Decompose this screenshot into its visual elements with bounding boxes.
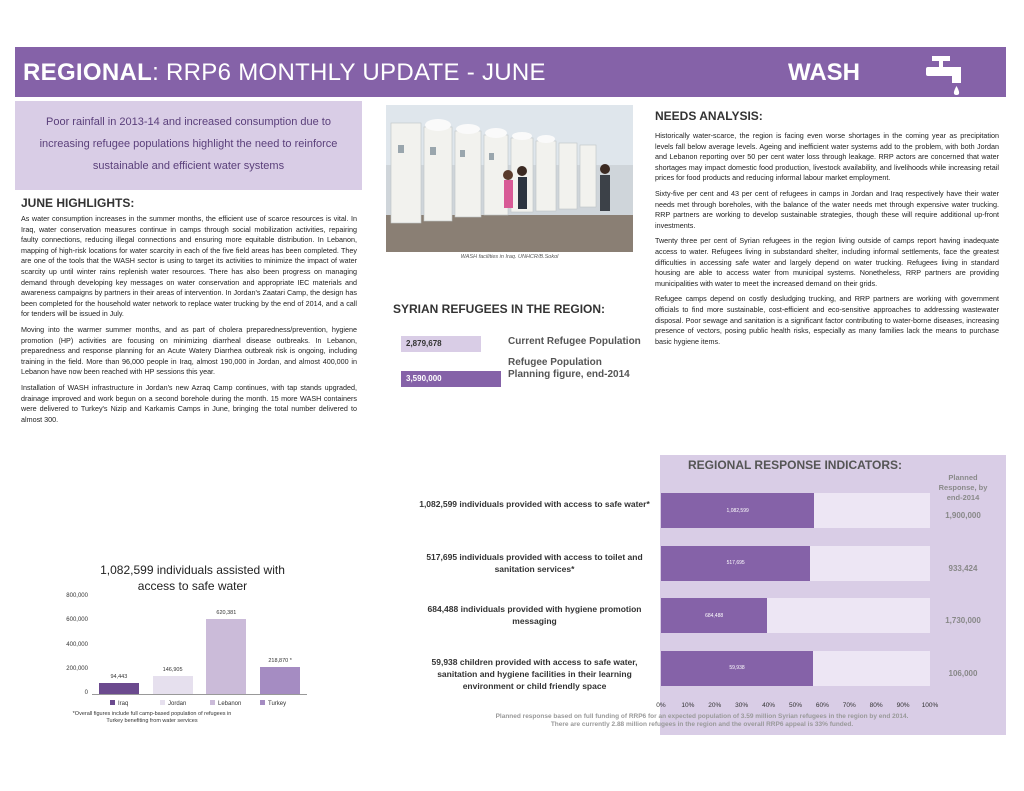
indicator-planned-values [930, 490, 996, 700]
bar-value-label: 218,870 * [268, 658, 292, 665]
indicator-bars [661, 490, 930, 700]
needs-paragraph: Historically water-scarce, the region is facing even worse shortages in the coming year as precipitation levels fall below average levels. Ageing and inefficient water systems add to the problem, with both Jordan and Lebanon reporting over 50 per cent water loss through leakage. RRP actors are concerned that water shortages may impact domestic food production, livestock availability, and livelihoods while increasing retail prices for food products and reducing informal labour market employment. [655, 131, 999, 183]
percent-tick-label: 90% [896, 702, 910, 709]
water-by-country-chart [92, 597, 307, 694]
percent-tick-label: 0% [656, 702, 666, 709]
intro-box [15, 101, 362, 190]
percent-tick-label: 50% [788, 702, 802, 709]
current-population-bar [401, 336, 481, 352]
wash-facilities-photo [386, 105, 633, 252]
percent-tick-label: 70% [842, 702, 856, 709]
indicator-value-label: 684,488 [705, 612, 724, 619]
chart-legend [110, 700, 310, 710]
highlights-paragraph: Moving into the warmer summer months, and as part of cholera preparedness/prevention, hygiene promotion (HP) activities are focusing on minimizing diarrheal disease outbreaks. In Lebanon, preparedness and response planning for an Acute Watery Diarrhea outbreak risk is ongoing, including training in the field. More than 96,000 people in Iraq, almost 190,000 in Jordan, and almost 400,000 in Lebanon have now been reached with HP sessions this year. [21, 324, 357, 377]
bar-turkey [260, 667, 300, 694]
current-population-label: Current Refugee Population [508, 336, 641, 347]
indicator-value-label: 1,082,599 [726, 507, 749, 514]
percent-tick-label: 30% [735, 702, 749, 709]
legend-label: Jordan [168, 701, 187, 707]
y-tick-label: 600,000 [66, 617, 88, 624]
needs-paragraph: Refugee camps depend on costly desludging trucking, and RRP partners are working with government officials to find more sustainable, cost-efficient and eco-sensitive approaches to addressing wastewater disposal. Poor sewage and sanitation is a significant factor contributing to water-borne diseases, increasing presence of vectors, posing public health risks, especially as many families lack the means to purchase basic hygiene items. [655, 294, 999, 346]
legend-swatch [110, 700, 115, 705]
needs-body [655, 131, 999, 352]
planning-figure-bar [401, 371, 501, 387]
planned-heading: Planned Response, by end-2014 [938, 473, 988, 502]
legend-swatch [260, 700, 265, 705]
needs-paragraph: Twenty three per cent of Syrian refugees in the region living outside of camps report having inadequate access to water. Refugees living in substandard shelter, including informal settlements, face the greatest difficulties in accessing safe water and largely depend on water trucking. Refugees living in standard housing are able to access water from municipal systems. Nonetheless, RRP partners are providing municipalities with water to meet the increased demand on their grids. [655, 236, 999, 288]
planning-figure-label: Refugee Population Planning figure, end-2014 [508, 357, 630, 380]
indicator-labels [412, 490, 657, 700]
intro-text: Poor rainfall in 2013-14 and increased consumption due to increasing refugee populations highlight the need to reinforce sustainable and efficient water systems [39, 116, 338, 172]
bar-value-label: 620,381 [216, 609, 237, 616]
photo-caption: WASH facilities in Iraq. UNHCR/B.Sokol [460, 254, 559, 260]
indicator-label: 517,695 individuals provided with access to toilet and sanitation services* [426, 551, 643, 574]
report-title: REGIONAL: RRP6 MONTHLY UPDATE - JUNE [23, 59, 546, 86]
bar-value-label: 94,443 [110, 673, 128, 680]
footnote-line-1: Planned response based on full funding of RRP6 for an expected population of 3.59 million Syrian refugees in the region by end 2014. [495, 713, 909, 720]
percent-tick-label: 20% [708, 702, 722, 709]
indicator-label: 1,082,599 individuals provided with access to safe water* [419, 499, 650, 509]
legend-item [110, 700, 128, 707]
y-tick-label: 400,000 [66, 641, 88, 648]
legend-item [260, 700, 286, 707]
needs-paragraph: Sixty-five per cent and 43 per cent of refugees in camps in Jordan and Iraq respectively have their water needs met through boreholes, with the balance of the water needs met through expensive water trucking. RRP partners are working to develop sustainable strategies, though these will require additional up-front investments. [655, 188, 999, 230]
indicator-label: 684,488 individuals provided with hygiene promotion messaging [427, 604, 642, 626]
bar-iraq [99, 683, 139, 694]
indicators-heading: REGIONAL RESPONSE INDICATORS: [687, 458, 903, 472]
needs-heading: NEEDS ANALYSIS: [655, 109, 763, 123]
percent-axis [646, 702, 946, 712]
bar-value-label: 146,905 [162, 667, 183, 674]
legend-item [210, 700, 241, 707]
indicator-label: 59,938 children provided with access to safe water, sanitation and hygiene facilities in their learning environment or child friendly space [431, 656, 638, 691]
legend-label: Turkey [268, 701, 287, 707]
highlights-paragraph: As water consumption increases in the summer months, the efficient use of scarce resources is vital. In Iraq, water conservation measures continue in camps through social mobilization activities, repairing faulty connections, reducing illegal connections and ensuring more equitable distribution. In Lebanon, mapping of high-risk locations for water scarcity in each of the five field areas has been completed. They are one of the tools that the WASH sector is using to target its activities to minimize the impact of water scarcity up until winter rains replenish water resources. There has also been progress on managing demand through developing key messages on water conservation and appropriate IEC materials and awareness campaigns by partners in their areas of intervention. In Jordan's Zaatari Camp, the design has been completed for the household water network to replace water trucking by the end of 2014, and a call for tenders will be issued in July. [21, 214, 357, 319]
indicator-planned-value: 106,000 [948, 668, 978, 678]
percent-tick-label: 40% [762, 702, 776, 709]
legend-label: Lebanon [218, 701, 242, 707]
sector-label: WASH [788, 59, 860, 86]
legend-swatch [210, 700, 215, 705]
highlights-body [21, 214, 357, 430]
legend-item [160, 700, 186, 707]
indicators-footnote [412, 713, 992, 729]
percent-tick-label: 100% [921, 702, 939, 709]
footnote-line-2: There are currently 2.88 million refugees in the region and the overall RRP6 appeal is 33% funded. [550, 721, 854, 728]
water-tap-icon [920, 52, 970, 96]
legend-swatch [160, 700, 165, 705]
indicator-planned-value: 1,900,000 [945, 511, 981, 520]
bar-jordan [153, 676, 193, 694]
water-chart-title: 1,082,599 individuals assisted with access to safe water [100, 563, 285, 593]
chart-footnote: *Overall figures include full camp-based population of refugees in Turkey benefiting from water services [72, 711, 232, 724]
refugees-heading: SYRIAN REFUGEES IN THE REGION: [393, 302, 606, 316]
indicator-planned-value: 1,730,000 [945, 616, 981, 625]
y-tick-label: 0 [84, 690, 88, 696]
y-tick-label: 200,000 [66, 665, 88, 672]
y-tick-label: 800,000 [66, 593, 88, 599]
x-axis-line [92, 694, 307, 695]
legend-label: Iraq [118, 701, 129, 707]
percent-tick-label: 10% [681, 702, 695, 709]
percent-tick-label: 80% [869, 702, 883, 709]
header-banner [15, 47, 1006, 97]
current-population-value: 2,879,678 [406, 339, 442, 348]
highlights-paragraph: Installation of WASH infrastructure in Jordan's new Azraq Camp continues, with tap stands upgraded, drainage improved and work begun on a second borehole during the month. 15 more WASH containers were delivered to Turkey's Nizip and Karkamis Camps in June, bringing the total number delivered to almost 300. [21, 382, 357, 424]
y-axis [48, 593, 88, 696]
indicator-planned-value: 933,424 [948, 563, 978, 573]
percent-tick-label: 60% [815, 702, 829, 709]
planning-figure-value: 3,590,000 [406, 374, 442, 383]
indicator-value-label: 59,938 [729, 665, 745, 671]
indicator-value-label: 517,695 [726, 560, 745, 566]
highlights-heading: JUNE HIGHLIGHTS: [21, 196, 135, 210]
bar-lebanon [206, 619, 246, 694]
